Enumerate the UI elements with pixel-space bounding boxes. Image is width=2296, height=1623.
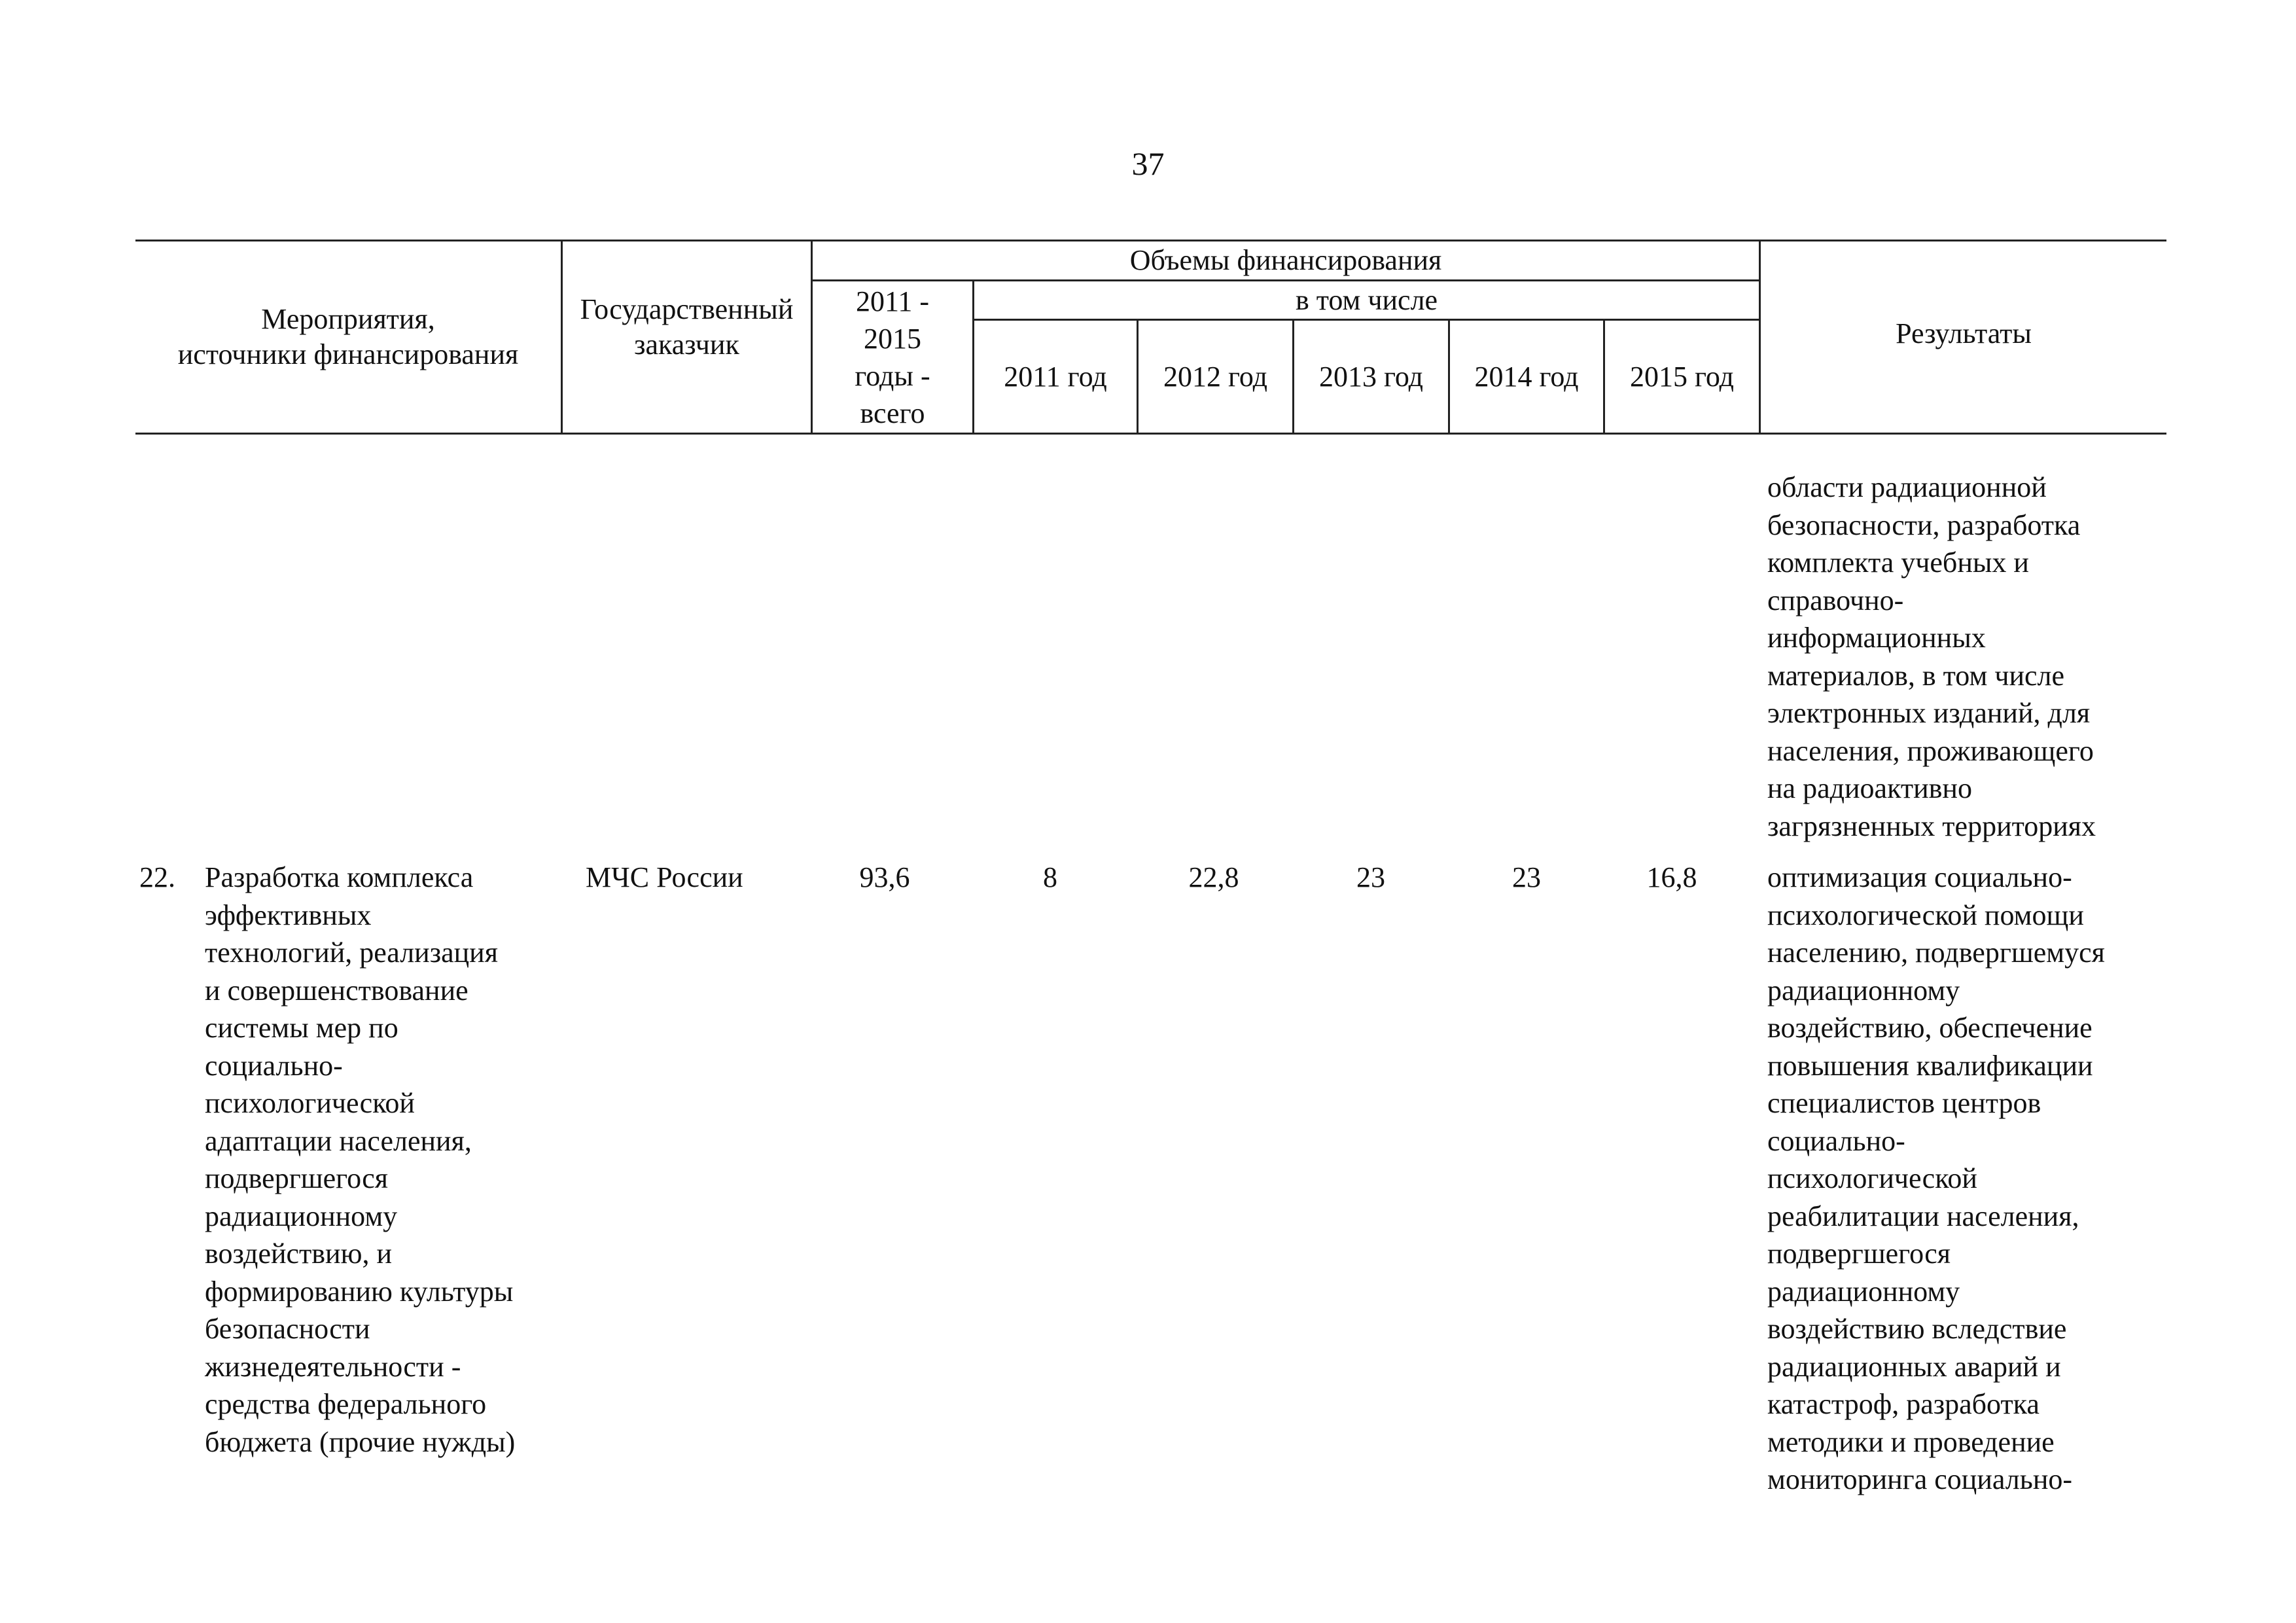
row-customer: МЧС России (586, 861, 743, 893)
row-2012: 22,8 (1188, 861, 1239, 893)
header-including: в том числе (1295, 283, 1438, 316)
continuation-result: области радиационной безопасности, разработка комплекта учебных и справочно- информационных материалов, в том числе электронных изданий, для населения, проживающего на радиоактивно загрязненных территориях (1767, 471, 2096, 842)
header-year-2015: 2015 год (1629, 360, 1735, 393)
row-number: 22. (139, 861, 175, 893)
row-2015: 16,8 (1646, 861, 1697, 893)
header-funding: Объемы финансирования (1129, 244, 1442, 276)
header-total: 2011 - 2015 годы - всего (855, 285, 930, 429)
row-2014: 23 (1512, 861, 1541, 893)
row-2013: 23 (1356, 861, 1385, 893)
header-measures: Мероприятия, источники финансирования (177, 303, 519, 370)
row-2011: 8 (1043, 861, 1057, 893)
row-total: 93,6 (859, 861, 910, 893)
table-header (135, 240, 2166, 435)
header-year-2013: 2013 год (1318, 360, 1424, 393)
header-customer: Государственный заказчик (580, 293, 794, 361)
row-result: оптимизация социально- психологической помощи населению, подвергшемуся радиационному воздействию, обеспечение повышения квалификации специалистов центров социально- психологической реабилитации населения, подвергшегося радиационному воздействию вследствие радиационных аварий и катастроф, разработка методики и проведение мониторинга социально- (1767, 861, 2105, 1495)
page-number: 37 (1131, 145, 1165, 182)
header-year-2012: 2012 год (1163, 360, 1268, 393)
row-measure: Разработка комплекса эффективных технологий, реализация и совершенствование системы мер по социально- психологической адаптации населения, подвергшегося радиационному воздействию, и формированию культуры безопасности жизнедеятельности - средства федерального бюджета (прочие нужды) (205, 861, 516, 1458)
header-results: Результаты (1896, 317, 2032, 349)
header-year-2014: 2014 год (1474, 360, 1579, 393)
header-year-2011: 2011 год (1004, 360, 1107, 393)
